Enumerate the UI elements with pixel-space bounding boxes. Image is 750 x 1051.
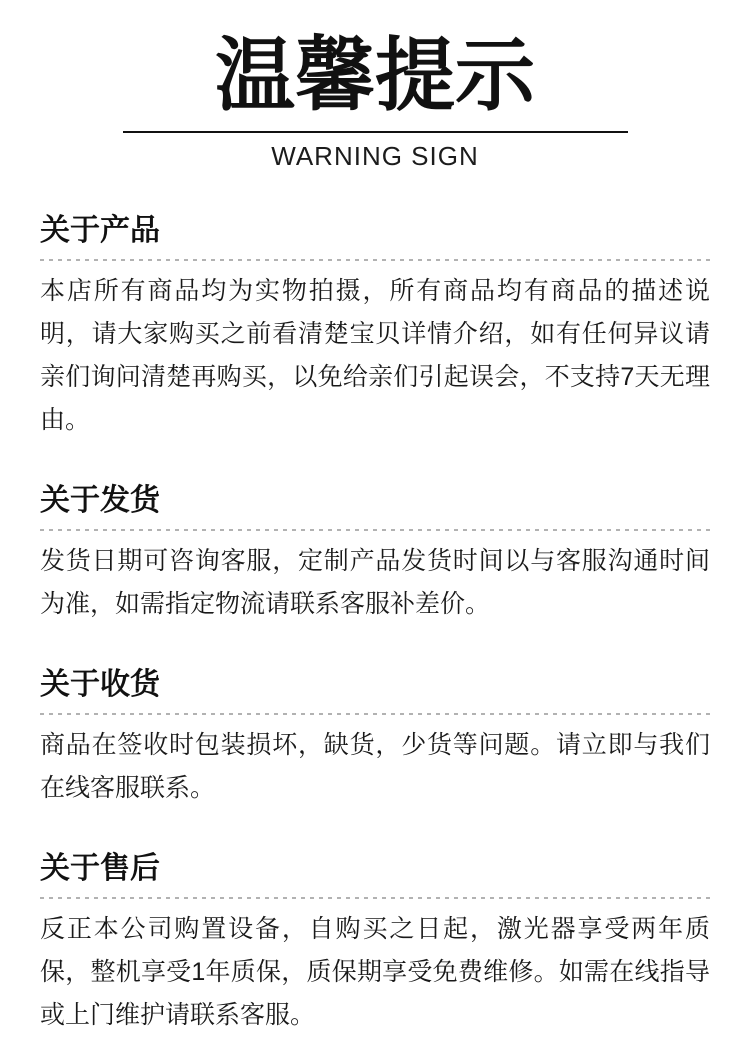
- section-body-about-receiving: 商品在签收时包装损坏，缺货，少货等问题。请立即与我们在线客服联系。: [40, 731, 710, 803]
- section-body-about-shipping: 发货日期可咨询客服，定制产品发货时间以与客服沟通时间为准，如需指定物流请联系客服补差价。: [40, 547, 710, 619]
- page-subtitle: WARNING SIGN: [271, 141, 479, 171]
- section-about-receiving: [40, 668, 710, 810]
- dotted-divider: [40, 713, 710, 715]
- dotted-divider: [40, 897, 710, 899]
- page-title: 温馨提示: [215, 31, 535, 120]
- section-about-shipping: [40, 484, 710, 626]
- section-heading-about-shipping: 关于发货: [40, 484, 160, 518]
- section-body-about-product: 本店所有商品均为实物拍摄，所有商品均有商品的描述说明，请大家购买之前看清楚宝贝详情介绍，如有任何异议请亲们询问清楚再购买，以免给亲们引起误会，不支持7天无理由。: [40, 277, 710, 435]
- dotted-divider: [40, 259, 710, 261]
- section-heading-about-aftersales: 关于售后: [40, 852, 160, 886]
- dotted-divider: [40, 529, 710, 531]
- section-heading-about-receiving: 关于收货: [40, 668, 160, 702]
- section-about-product: [40, 214, 710, 442]
- section-heading-about-product: 关于产品: [40, 214, 160, 248]
- title-underline: [123, 131, 628, 133]
- section-about-aftersales: [40, 852, 710, 1037]
- page-header: [40, 31, 710, 172]
- section-body-about-aftersales: 反正本公司购置设备，自购买之日起，激光器享受两年质保，整机享受1年质保，质保期享受免费维修。如需在线指导或上门维护请联系客服。: [40, 915, 710, 1030]
